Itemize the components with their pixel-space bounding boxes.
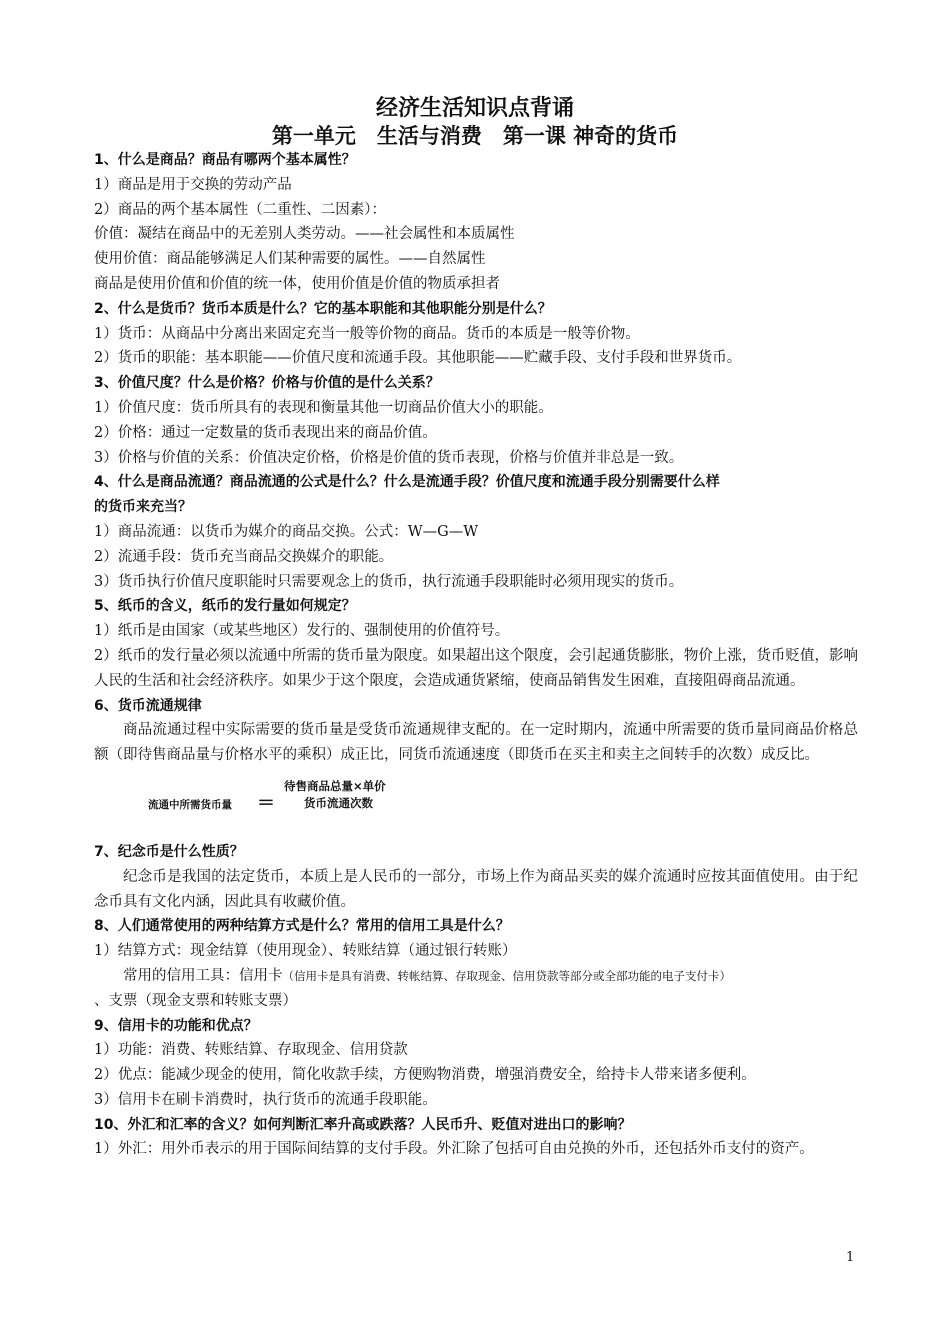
document-title: 经济生活知识点背诵	[375, 96, 574, 121]
question-7-heading: 7、纪念币是什么性质？	[94, 843, 244, 860]
document-body	[94, 148, 858, 1162]
question-9-heading: 9、信用卡的功能和优点？	[94, 1017, 258, 1034]
question-4-heading-cont: 的货币来充当？	[94, 499, 192, 516]
paragraph-line: 3）货币执行价值尺度职能时只需要观念上的货币，执行流通手段职能时必须用现实的货币。	[94, 573, 684, 590]
question-3-heading: 3、价值尺度？什么是价格？价格与价值的是什么关系？	[94, 375, 440, 392]
question-8-heading: 8、人们通常使用的两种结算方式是什么？常用的信用工具是什么？	[94, 918, 510, 935]
question-5-heading: 5、纸币的含义，纸币的发行量如何规定？	[94, 598, 356, 615]
paragraph-line: 1）货币：从商品中分离出来固定充当一般等价物的商品。货币的本质是一般等价物。	[94, 325, 640, 342]
question-6-heading: 6、货币流通规律	[94, 697, 202, 714]
paragraph-line: 2）价格：通过一定数量的货币表现出来的商品价值。	[94, 424, 437, 441]
paragraph-line	[94, 964, 858, 989]
question-2-heading: 2、什么是货币？货币本质是什么？它的基本职能和其他职能分别是什么？	[94, 300, 552, 317]
paragraph-line: 3）价格与价值的关系：价值决定价格，价格是价值的货币表现，价格与价值并非总是一致。	[94, 449, 684, 466]
paragraph-line: 价值：凝结在商品中的无差别人类劳动。——社会属性和本质属性	[94, 226, 515, 243]
paragraph-line: 2）商品的两个基本属性（二重性、二因素）：	[94, 201, 386, 218]
paragraph-line: 1）功能：消费、转账结算、存取现金、信用贷款	[94, 1042, 408, 1059]
question-10-heading: 10、外汇和汇率的含义？如何判断汇率升高或跌落？人民币升、贬值对进出口的影响？	[94, 1116, 632, 1133]
formula-equals: ＝	[257, 792, 275, 814]
formula-numerator: 待售商品总量×单价	[284, 778, 386, 793]
credit-tools-label: 常用的信用工具：信用卡	[123, 967, 283, 984]
paragraph-line: 2）货币的职能：基本职能——价值尺度和流通手段。其他职能——贮藏手段、支付手段和世界货币。	[94, 350, 742, 367]
paragraph-line: 2）优点：能减少现金的使用，简化收款手续，方便购物消费，增强消费安全，给持卡人带来诸多便利。	[94, 1067, 756, 1084]
page-number: 1	[846, 1250, 855, 1265]
paragraph: 商品流通过程中实际需要的货币量是受货币流通规律支配的。在一定时期内，流通中所需要的货币量同商品价格总额（即待售商品量与价格水平的乘积）成正比，同货币流通速度（即货币在买主和卖主之间转手的次数）成反比。	[94, 722, 858, 764]
paragraph-line: 3）信用卡在刷卡消费时，执行货币的流通手段职能。	[94, 1091, 437, 1108]
paragraph-line: 1）商品流通：以货币为媒介的商品交换。公式：W—G—W	[94, 523, 479, 540]
paragraph-line: 1）纸币是由国家（或某些地区）发行的、强制使用的价值符号。	[94, 623, 510, 640]
money-circulation-formula	[94, 768, 858, 840]
formula-denominator: 货币流通次数	[304, 795, 373, 810]
question-1-heading: 1、什么是商品？商品有哪两个基本属性？	[94, 152, 356, 168]
paragraph-line: 1）商品是用于交换的劳动产品	[94, 176, 292, 193]
paragraph-line: 商品是使用价值和价值的统一体，使用价值是价值的物质承担者	[94, 275, 500, 292]
paragraph-line: 2）流通手段：货币充当商品交换媒介的职能。	[94, 548, 394, 565]
paragraph-line: 使用价值：商品能够满足人们某种需要的属性。——自然属性	[94, 251, 486, 268]
paragraph: 纪念币是我国的法定货币，本质上是人民币的一部分，市场上作为商品买卖的媒介流通时应按其面值使用。由于纪念币具有文化内涵，因此具有收藏价值。	[94, 868, 858, 910]
paragraph: 1）外汇：用外币表示的用于国际间结算的支付手段。外汇除了包括可自由兑换的外币，还包括外币支付的资产。	[94, 1141, 814, 1158]
paragraph-line: 1）价值尺度：货币所具有的表现和衡量其他一切商品价值大小的职能。	[94, 399, 553, 416]
paragraph-line: 1）结算方式：现金结算（使用现金）、转账结算（通过银行转账）	[94, 943, 517, 960]
document-subtitle: 第一单元 生活与消费 第一课 神奇的货币	[271, 124, 679, 148]
formula-left: 流通中所需货币量	[148, 798, 232, 811]
credit-card-note: （信用卡是具有消费、转帐结算、存取现金、信用贷款等部分或全部功能的电子支付卡）	[282, 968, 731, 983]
paragraph: 2）纸币的发行量必须以流通中所需的货币量为限度。如果超出这个限度，会引起通货膨胀，物价上涨，货币贬值，影响人民的生活和社会经济秩序。如果少于这个限度，会造成通货紧缩，使商品销售发生困难，直接阻碍商品流通。	[94, 647, 858, 689]
question-4-heading: 4、什么是商品流通？商品流通的公式是什么？什么是流通手段？价值尺度和流通手段分别需要什么样	[94, 474, 720, 491]
paragraph-line: 、支票（现金支票和转账支票）	[94, 992, 297, 1009]
